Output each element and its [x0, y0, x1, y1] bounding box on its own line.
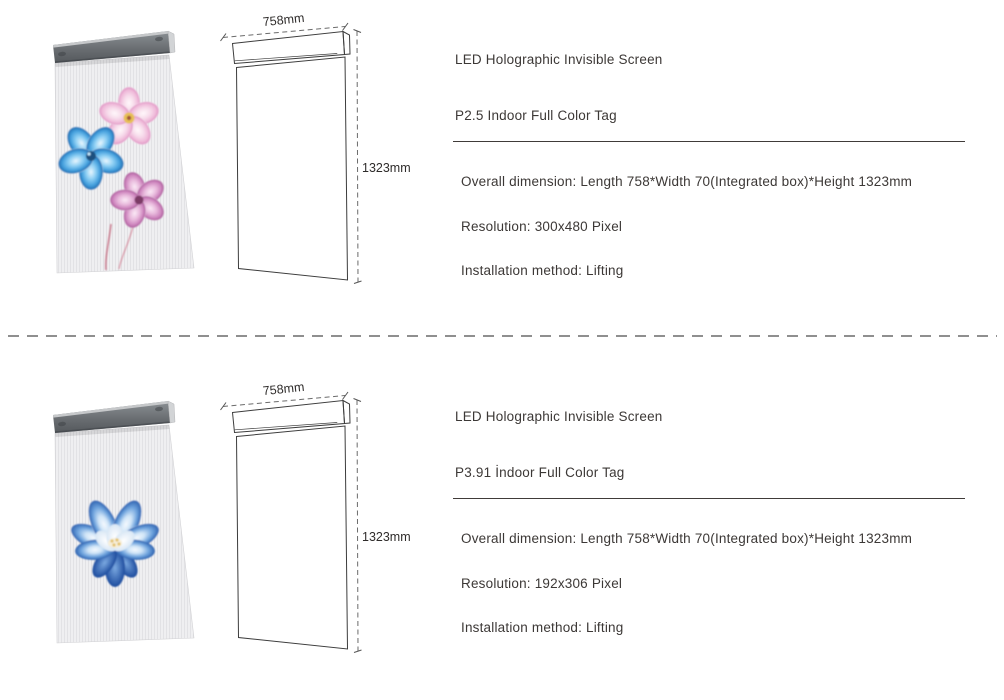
spec-line-installation: Installation method: Lifting: [461, 263, 624, 278]
spec-line-resolution: Resolution: 192x306 Pixel: [461, 576, 623, 591]
product-tag: P3.91 İndoor Full Color Tag: [455, 465, 625, 480]
spec-block: [0, 0, 1004, 340]
spec-line-resolution: Resolution: 300x480 Pixel: [461, 219, 623, 234]
product-section-p391: [0, 357, 1004, 697]
tag-underline: [453, 498, 965, 499]
section-divider: [0, 332, 1004, 340]
width-dimension-label: 758mm: [262, 381, 306, 399]
spec-line-dimension: Overall dimension: Length 758*Width 70(Integrated box)*Height 1323mm: [461, 531, 913, 546]
spec-block: [0, 357, 1004, 697]
tag-underline: [453, 141, 965, 142]
height-dimension-label: 1323mm: [362, 530, 411, 544]
product-title: LED Holographic Invisible Screen: [455, 52, 663, 67]
height-dimension-label: 1323mm: [362, 161, 411, 175]
product-tag: P2.5 Indoor Full Color Tag: [455, 108, 617, 123]
product-section-p25: [0, 0, 1004, 340]
width-dimension-label: 758mm: [262, 12, 306, 30]
product-title: LED Holographic Invisible Screen: [455, 409, 663, 424]
spec-line-dimension: Overall dimension: Length 758*Width 70(Integrated box)*Height 1323mm: [461, 174, 913, 189]
spec-line-installation: Installation method: Lifting: [461, 620, 624, 635]
